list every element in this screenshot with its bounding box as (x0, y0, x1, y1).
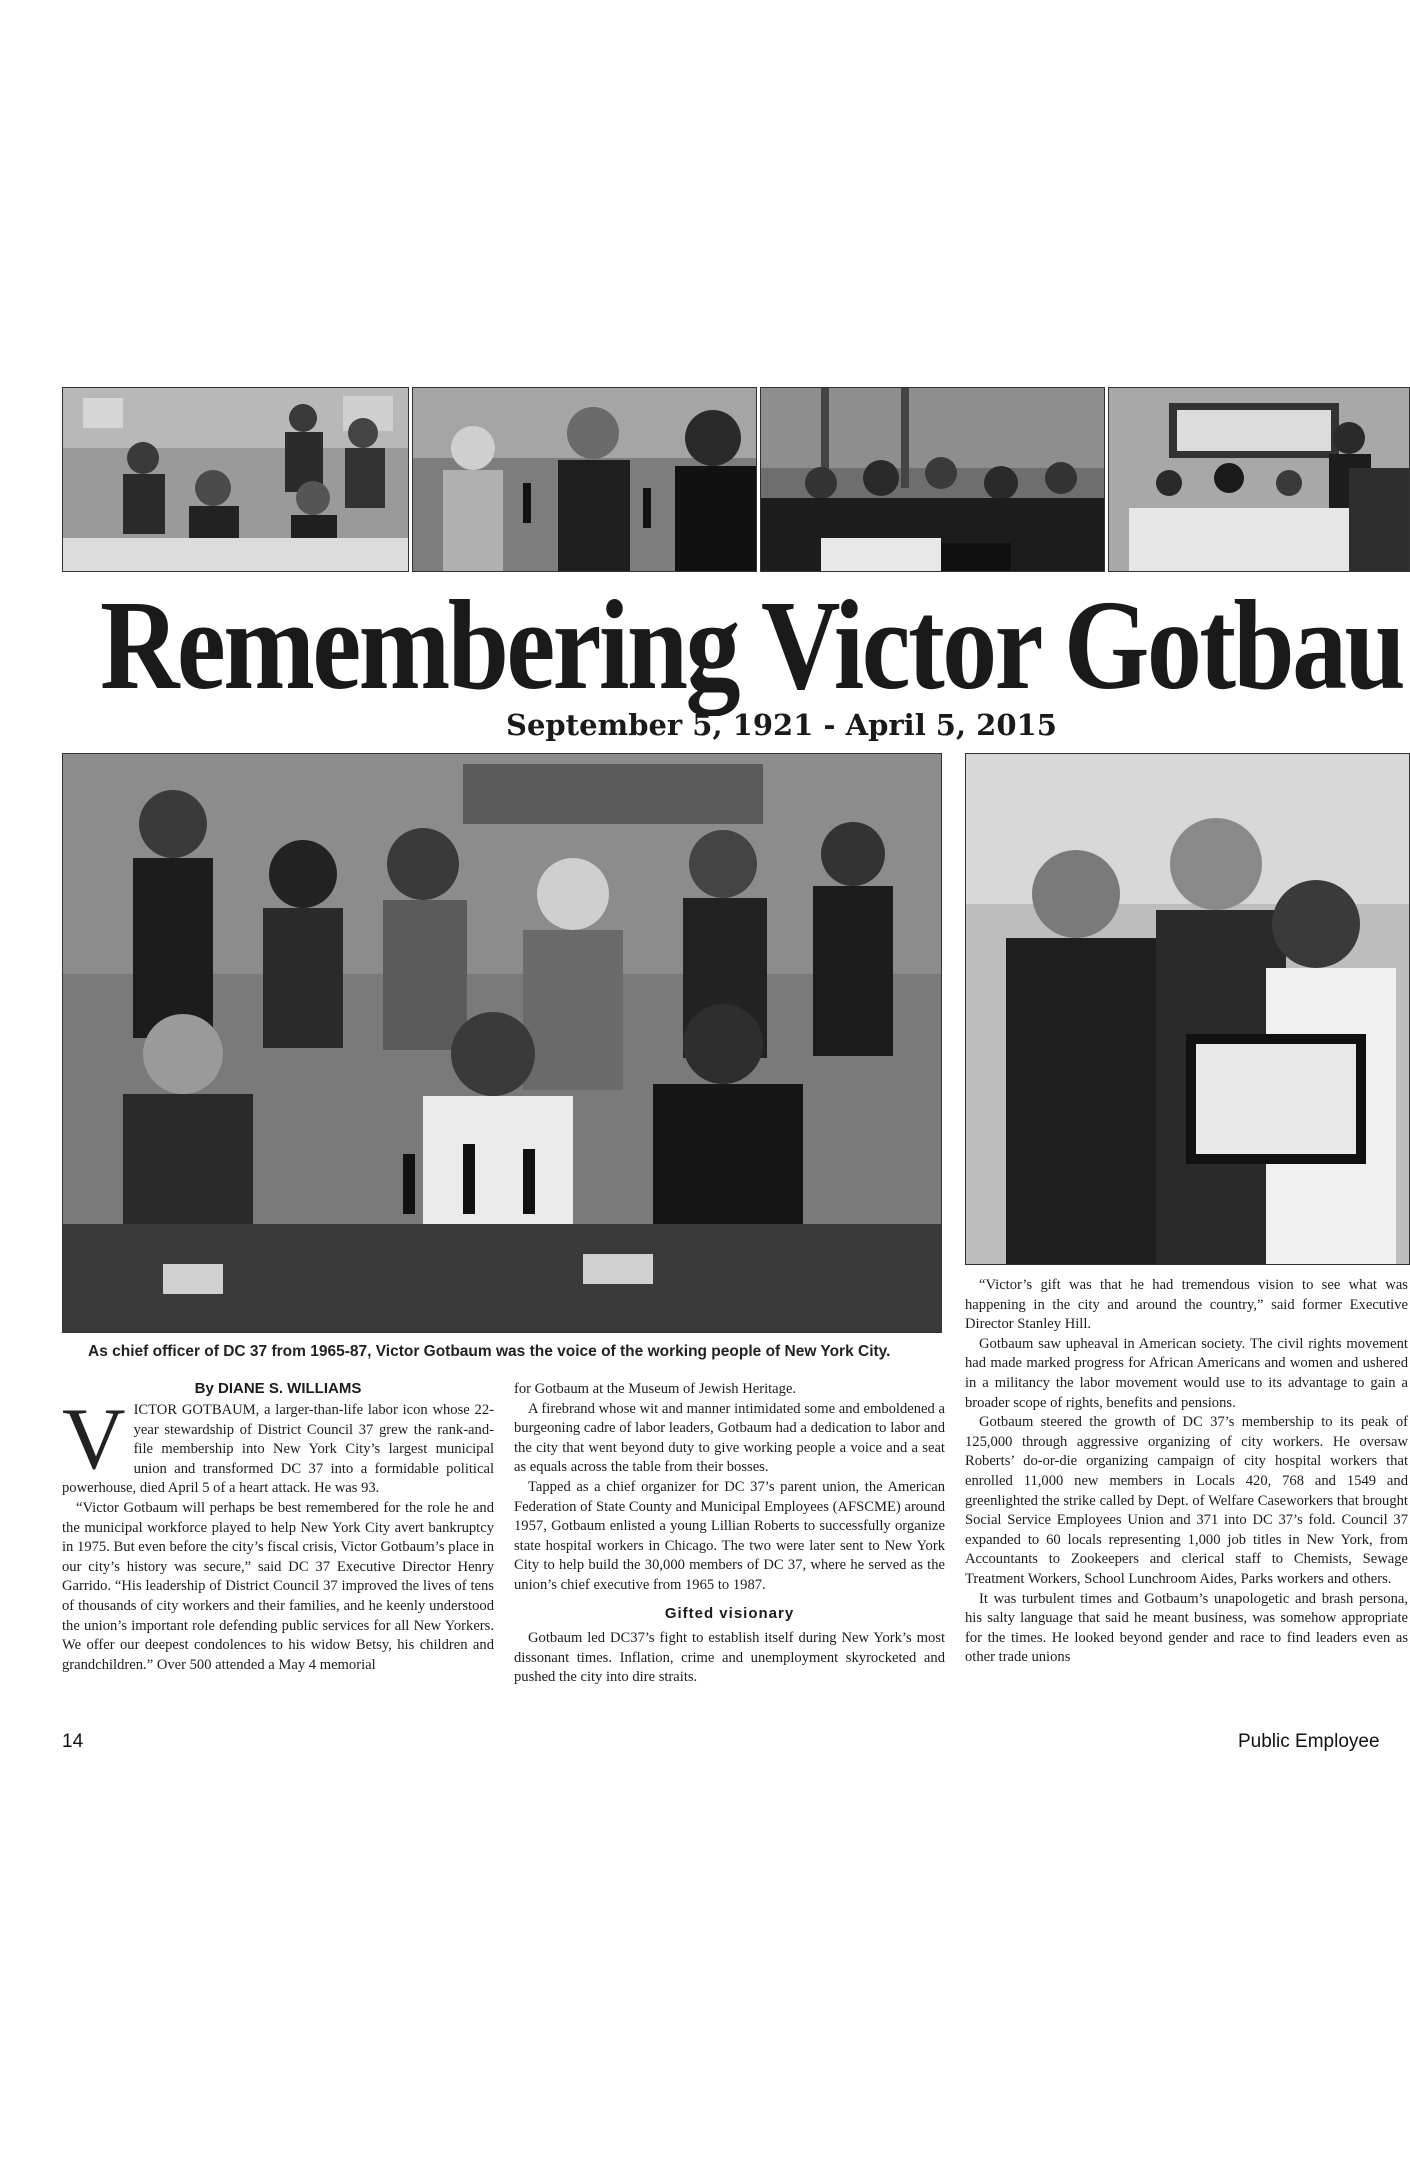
article-column-1 (62, 1379, 494, 1727)
article-column-2 (514, 1380, 945, 1728)
page-number: 14 (62, 1731, 84, 1752)
paragraph: Tapped as a chief organizer for DC 37’s parent union, the American Federation of State County and Municipal Employees (AFSCME) around 1957, Gotbaum enlisted a young Lillian Roberts to successfully organize state hospital workers in Chicago. The two were later sent to New York City to help build the 30,000 members of DC 37, where he served as the union’s chief executive from 1965 to 1987. (514, 1478, 945, 1593)
byline: By DIANE S. WILLIAMS (194, 1380, 362, 1397)
dates-subtitle: September 5, 1921 - April 5, 2015 (506, 708, 1057, 742)
paragraph: “Victor Gotbaum will perhaps be best remembered for the role he and the municipal workforce played to help New York City avert bankruptcy in 1975. But even before the city’s fiscal crisis, Victor Gotbaum’s place in our city’s history was secure,” said DC 37 Executive Director Henry Garrido. “His leadership of District Council 37 improved the lives of tens of thousands of city workers and their families, and he keenly understood the union’s important role defending public services for all New Yorkers. We offer our deepest condolences to his widow Betsy, his children and grandchildren.” Over 500 attended a May 4 memorial (62, 1499, 494, 1673)
article-column-3 (965, 1276, 1408, 1728)
paragraph: Gotbaum steered the growth of DC 37’s membership to its peak of 125,000 through aggressive organizing of city workers. He oversaw Roberts’ do-or-die organizing campaign of city hospital workers that enrolled 11,000 new members in Locals 420, 768 and 1549 and greenlighted the strike called by Dept. of Welfare Caseworkers that brought Social Service Employees Union and 371 into DC 37’s fold. Council 37 expanded to 60 locals representing 1,000 job titles in New York, from Accountants to Zookeepers and clerical staff to Chemists, Sewage Treatment Workers, School Lunchroom Aides, Parks workers and others. (965, 1414, 1408, 1587)
photo-podium-banner-icon (1109, 388, 1409, 571)
main-photo-press-conference (62, 753, 942, 1333)
headline: Remembering Victor Gotbau (100, 574, 1404, 716)
photo-microphones-interview-icon (413, 388, 756, 571)
side-photo-award (965, 753, 1410, 1265)
top-photo-meeting (62, 387, 409, 572)
top-photo-podium (1108, 387, 1410, 572)
drop-cap: V (62, 1391, 126, 1488)
paragraph: Gotbaum led DC37’s fight to establish itself during New York’s most dissonant times. Inflation, crime and unemployment skyrocketed and pushed the city into dire straits. (514, 1630, 945, 1686)
paragraph: Gotbaum saw upheaval in American society. The civil rights movement had made marked progress for African Americans and women and ushered in a militancy the labor movement would use to its advantage to gain a broader scope of rights, benefits and pensions. (965, 1335, 1408, 1411)
paragraph: “Victor’s gift was that he had tremendous vision to see what was happening in the city and around the country,” said former Executive Director Stanley Hill. (965, 1277, 1408, 1333)
photo-press-conference-icon (63, 754, 941, 1332)
photo-meeting-table-icon (63, 388, 408, 571)
paragraph: ICTOR GOTBAUM, a larger-than-life labor icon whose 22-year stewardship of District Council 37 grew the rank-and-file membership into New York City’s largest municipal union and transformed DC 37 into a formidable political powerhouse, died April 5 of a heart attack. He was 93. (62, 1402, 494, 1497)
photo-crowd-rally-icon (761, 388, 1104, 571)
subhead: Gifted visionary (664, 1604, 795, 1622)
top-photo-press (412, 387, 757, 572)
photo-caption: As chief officer of DC 37 from 1965-87, Victor Gotbaum was the voice of the working people of New York City. (88, 1343, 891, 1360)
top-photo-rally (760, 387, 1105, 572)
publication-name: Public Employee (1238, 1731, 1380, 1752)
paragraph: for Gotbaum at the Museum of Jewish Heritage. (514, 1381, 797, 1397)
photo-award-certificate-icon (966, 754, 1409, 1264)
paragraph: A firebrand whose wit and manner intimidated some and emboldened a burgeoning cadre of labor leaders, Gotbaum had a dedication to labor and the city that went beyond duty to give working people a voice and a seat as equals across the table from their bosses. (514, 1400, 945, 1476)
paragraph: It was turbulent times and Gotbaum’s unapologetic and brash persona, his salty language that said he meant business, was somehow appropriate for the times. He looked beyond gender and race to find leaders even as other trade unions (965, 1590, 1408, 1666)
